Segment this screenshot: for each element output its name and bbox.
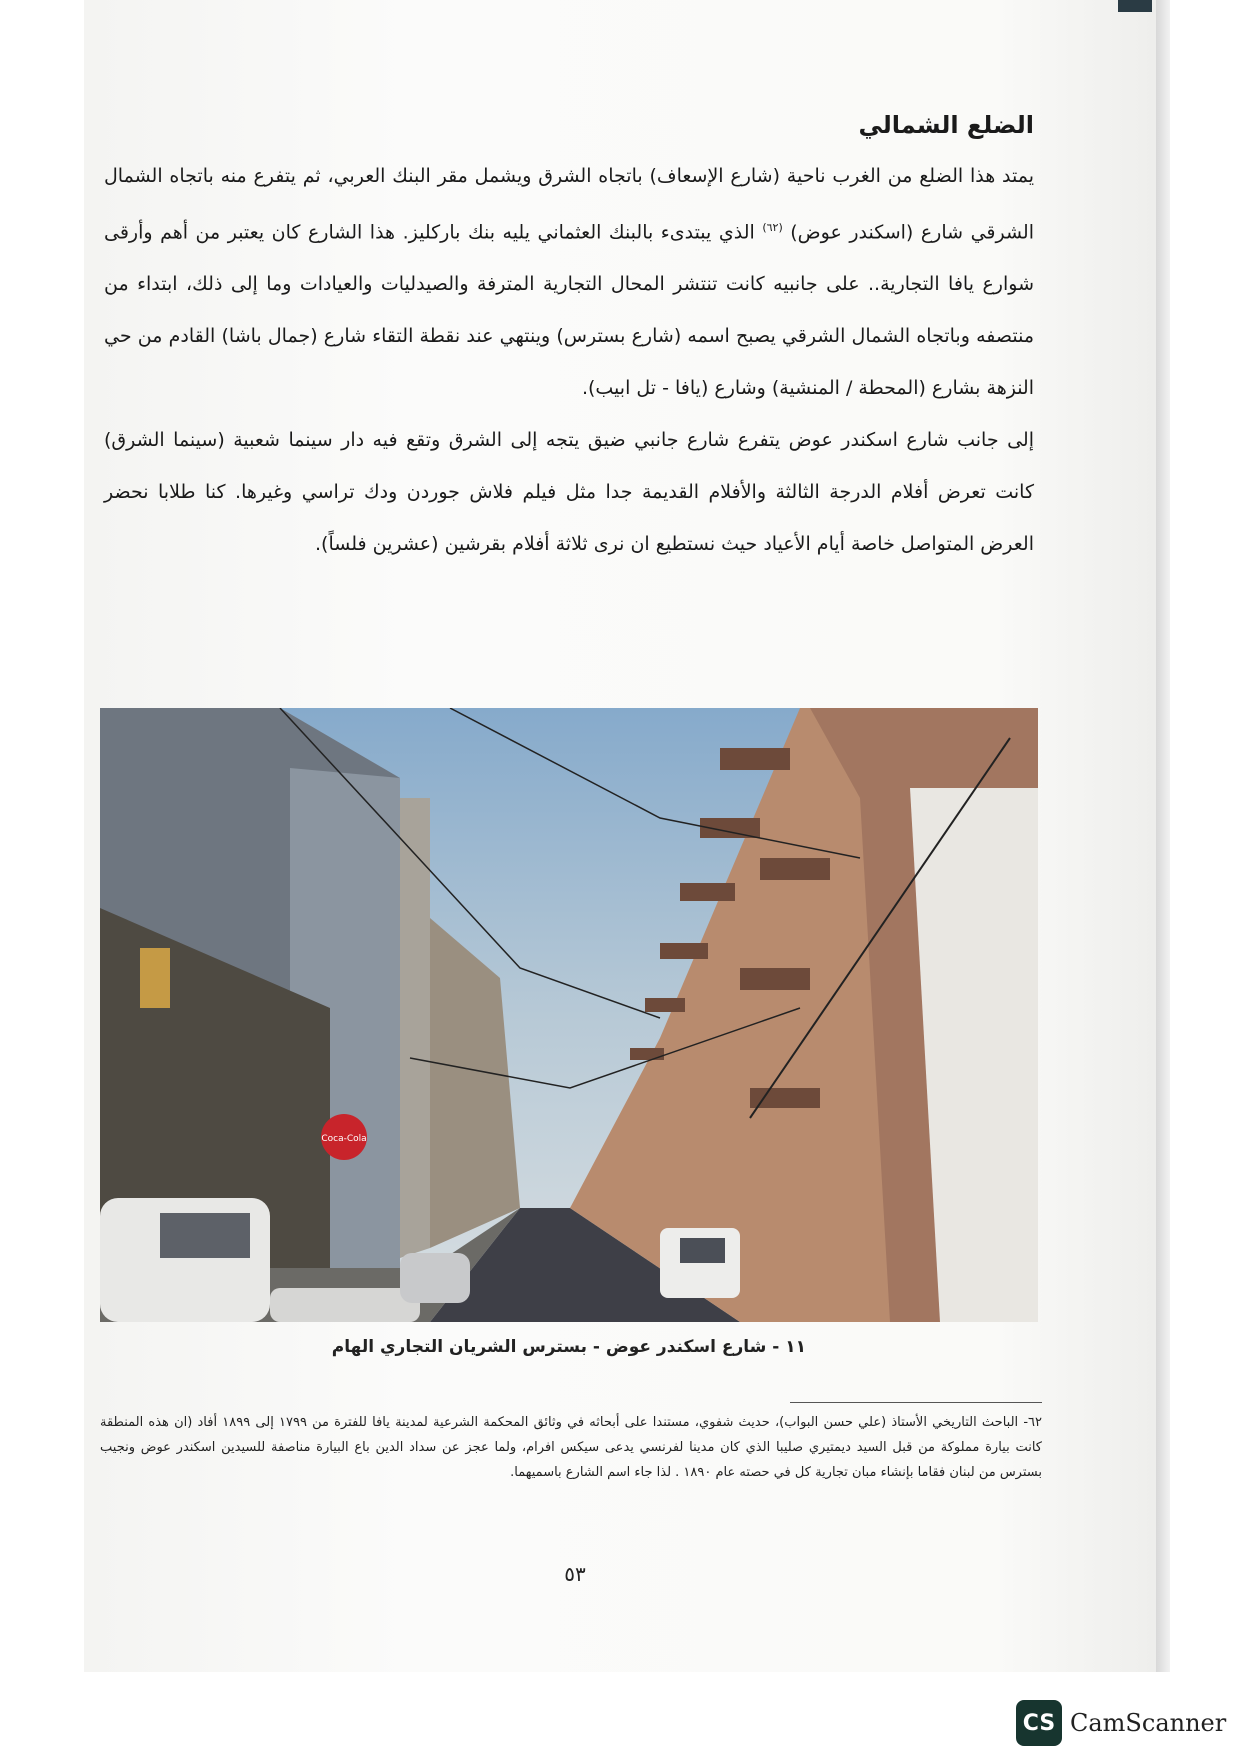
balcony (760, 858, 830, 880)
balcony (645, 998, 685, 1012)
street-photo-illustration (100, 708, 1038, 1322)
paragraph-1-part-a: يمتد هذا الضلع من الغرب ناحية (شارع الإسعاف) باتجاه الشرق ويشمل مقر البنك العربي، ثم يتفرع منه باتجاه الشمال الشرقي شارع (اسكندر عوض) (104, 165, 1035, 244)
shop-sign (140, 948, 170, 1008)
main-text (104, 100, 1034, 570)
balcony (660, 943, 708, 959)
page-number: ٥٣ (564, 1562, 586, 1586)
page-edge (1156, 0, 1170, 1672)
parked-car (270, 1288, 420, 1322)
balcony (750, 1088, 820, 1108)
footnote-reference: (٦٢) (762, 221, 783, 234)
footnote: ٦٢- الباحث التاريخي الأستاذ (علي حسن البواب)، حديث شفوي، مستندا على أبحاثه في وثائق المحكمة الشرعية لمدينة يافا للفترة من ١٧٩٩ إلى ١٨٩٩ أفاد (ان هذه المنطقة كانت بيارة مملوكة من قبل السيد ديمتيري صليبا الذي كان مدينا لفرنسي يدعى سيكس افرام، ولما عجز عن سداد الدين باع البيارة مناصفة للسيدين اسكندر عوض ونجيب بسترس من لبنان فقاما بإنشاء مبان تجارية كل في حصته عام ١٨٩٠ . لذا جاء اسم الشارع باسميهما. (100, 1415, 1042, 1480)
camscanner-watermark (1016, 1700, 1226, 1746)
paragraph-2: إلى جانب شارع اسكندر عوض يتفرع شارع جانبي ضيق يتجه إلى الشرق وتقع فيه دار سينما شعبية (سينما الشرق) كانت تعرض أفلام الدرجة الثالثة والأفلام القديمة جدا مثل فيلم فلاش جوردن ودك تراسي وغيرها. كنا طلابا نحضر العرض المتواصل خاصة أيام الأعياد حيث نستطيع ان نرى ثلاثة أفلام بقرشين (عشرين فلساً). (104, 429, 1034, 556)
section-heading: الضلع الشمالي (858, 111, 1034, 139)
parked-car (400, 1253, 470, 1303)
van-window (680, 1238, 725, 1263)
paragraph-1-part-b: الذي يبتدىء بالبنك العثماني يليه بنك باركليز. هذا الشارع كان يعتبر من أهم وأرقى شوارع يافا التجارية.. على جانبيه كانت تنتشر المحال التجارية المترفة والصيدليات والعيادات وما إلى ذلك، ابتداء من منتصفه وباتجاه الشمال الشرقي يصبح اسمه (شارع بسترس) وينتهي عند نقطة التقاء شارع (جمال باشا) القادم من حي النزهة بشارع (المحطة / المنشية) وشارع (يافا - تل ابيب). (104, 221, 1034, 400)
paragraph-1 (104, 150, 1034, 414)
footnote-divider (790, 1402, 1042, 1403)
left-building-3 (400, 798, 430, 1258)
street-photo (100, 708, 1038, 1322)
corner-mark (1118, 0, 1152, 12)
balcony (740, 968, 810, 990)
figure-caption: ١١ - شارع اسكندر عوض - بسترس الشريان التجاري الهام (331, 1337, 806, 1357)
balcony (630, 1048, 664, 1060)
balcony (720, 748, 790, 770)
balcony (680, 883, 735, 901)
camscanner-logo-icon: CS (1016, 1700, 1062, 1746)
coca-cola-sign-text: Coca-Cola (321, 1134, 367, 1144)
van-window (160, 1213, 250, 1258)
camscanner-label: CamScanner (1070, 1709, 1227, 1737)
